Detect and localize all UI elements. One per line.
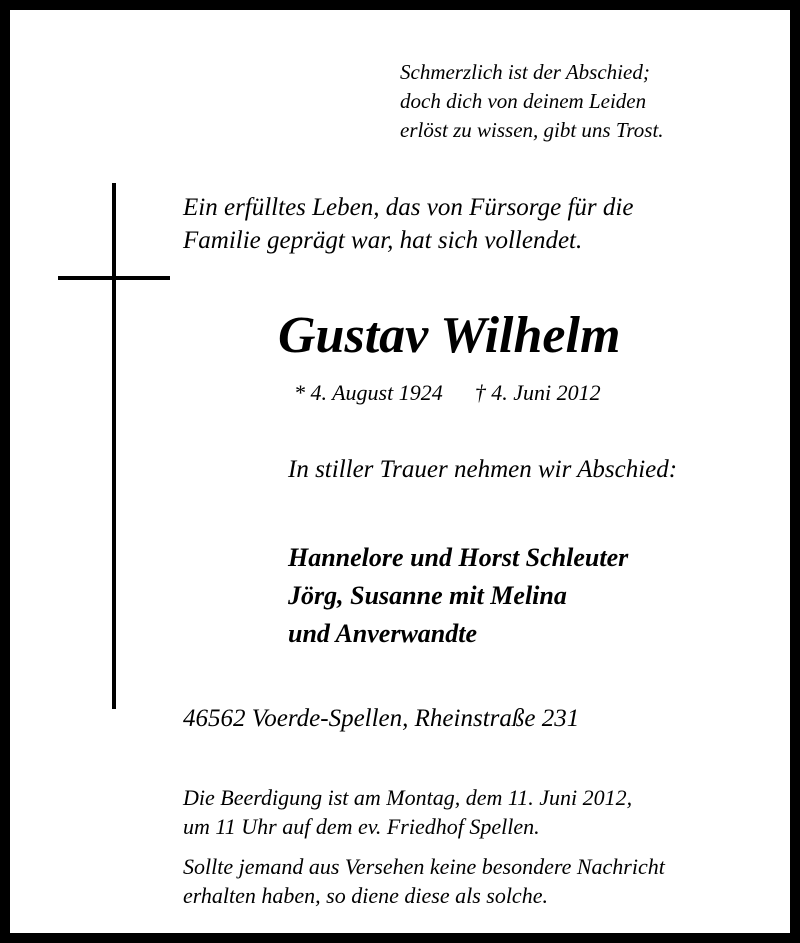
notice-text: [183, 852, 665, 910]
motto-verse: [400, 58, 664, 145]
funeral-info: [183, 783, 632, 841]
intro-text: [183, 191, 633, 257]
family-line: und Anverwandte: [288, 619, 478, 648]
funeral-line: Die Beerdigung ist am Montag, dem 11. Juni 2012,: [183, 785, 633, 810]
address: 46562 Voerde-Spellen, Rheinstraße 231: [183, 705, 580, 732]
motto-line: Schmerzlich ist der Abschied;: [400, 60, 650, 84]
family-line: Hannelore und Horst Schleuter: [288, 543, 629, 572]
funeral-line: um 11 Uhr auf dem ev. Friedhof Spellen.: [183, 814, 540, 839]
notice-line: erhalten haben, so diene diese als solche.: [183, 883, 548, 908]
life-dates: [294, 378, 601, 408]
family-names: [288, 539, 628, 653]
deceased-name: Gustav Wilhelm: [278, 307, 621, 364]
cross-vertical-bar: [112, 183, 116, 709]
intro-line: Familie geprägt war, hat sich vollendet.: [183, 227, 583, 254]
mourning-line: In stiller Trauer nehmen wir Abschied:: [288, 456, 678, 483]
motto-line: erlöst zu wissen, gibt uns Trost.: [400, 118, 664, 142]
obituary-card: [10, 10, 790, 933]
notice-line: Sollte jemand aus Versehen keine besondere Nachricht: [183, 854, 665, 879]
cross-horizontal-bar: [58, 276, 170, 280]
motto-line: doch dich von deinem Leiden: [400, 89, 647, 113]
family-line: Jörg, Susanne mit Melina: [288, 581, 567, 610]
intro-line: Ein erfülltes Leben, das von Fürsorge für die: [183, 194, 634, 221]
birth-date: * 4. August 1924: [294, 380, 443, 405]
death-date: † 4. Juni 2012: [474, 380, 601, 405]
